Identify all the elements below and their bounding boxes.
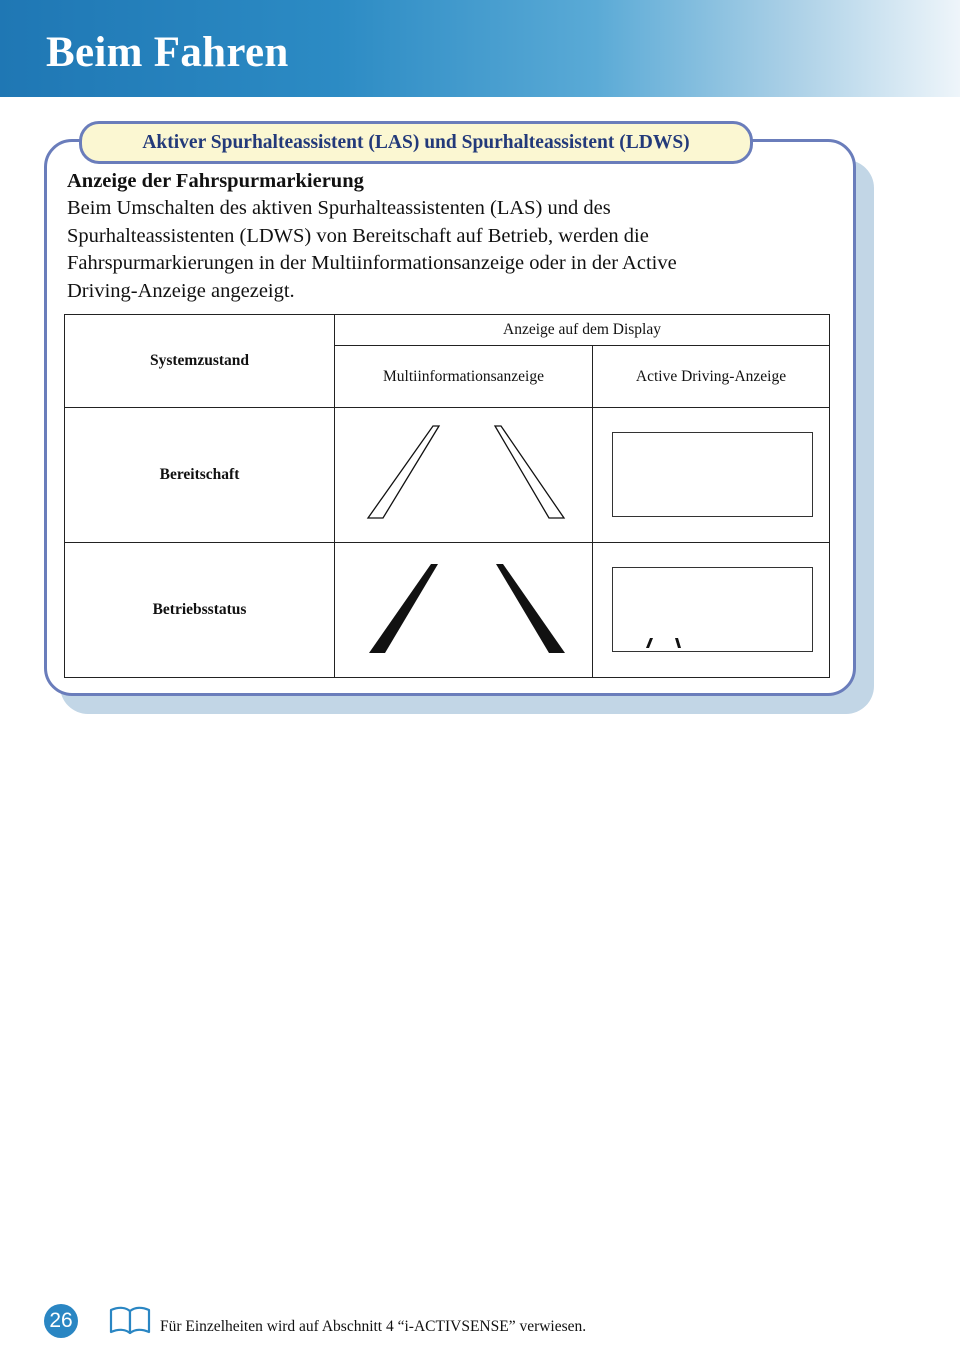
body-line: Driving-Anzeige angezeigt.: [67, 279, 295, 302]
active-driving-operating: [593, 543, 830, 678]
body-line: Fahrspurmarkierungen in der Multiinformationsanzeige oder in der Active: [67, 252, 677, 274]
active-driving-screen-blank-icon: [593, 408, 830, 537]
page-title: Beim Fahren: [46, 29, 289, 76]
row-label-operating: Betriebsstatus: [65, 543, 335, 678]
row-label-standby: Bereitschaft: [65, 408, 335, 543]
body-line: Spurhalteassistenten (LDWS) von Bereitschaft auf Betrieb, werden die: [67, 224, 649, 247]
section-subheading: Anzeige der Fahrspurmarkierung: [67, 170, 364, 192]
active-driving-lane-markings-icon: [593, 543, 830, 672]
lane-markings-filled-icon: [335, 543, 593, 672]
footer-reference-note: Für Einzelheiten wird auf Abschnitt 4 “i-ACTIVSENSE” verwiesen.: [160, 1318, 587, 1335]
section-body: [67, 195, 827, 305]
header-multi-display: Multiinformationsanzeige: [335, 346, 593, 408]
multi-display-standby: [335, 408, 593, 543]
active-driving-standby: [593, 408, 830, 543]
display-state-table: [64, 314, 829, 666]
page-number: 26: [44, 1304, 78, 1338]
section-tab: Aktiver Spurhalteassistent (LAS) und Spurhalteassistent (LDWS): [79, 121, 753, 164]
header-active-driving-display: Active Driving-Anzeige: [593, 346, 830, 408]
multi-display-operating: [335, 543, 593, 678]
body-line: Beim Umschalten des aktiven Spurhalteassistenten (LAS) und des: [67, 197, 611, 219]
book-icon: [108, 1306, 152, 1336]
lane-markings-outline-icon: [335, 408, 593, 537]
header-display: Anzeige auf dem Display: [335, 315, 830, 346]
section-content: [67, 168, 827, 305]
page-header: [0, 0, 960, 97]
header-system-state: Systemzustand: [65, 315, 335, 408]
